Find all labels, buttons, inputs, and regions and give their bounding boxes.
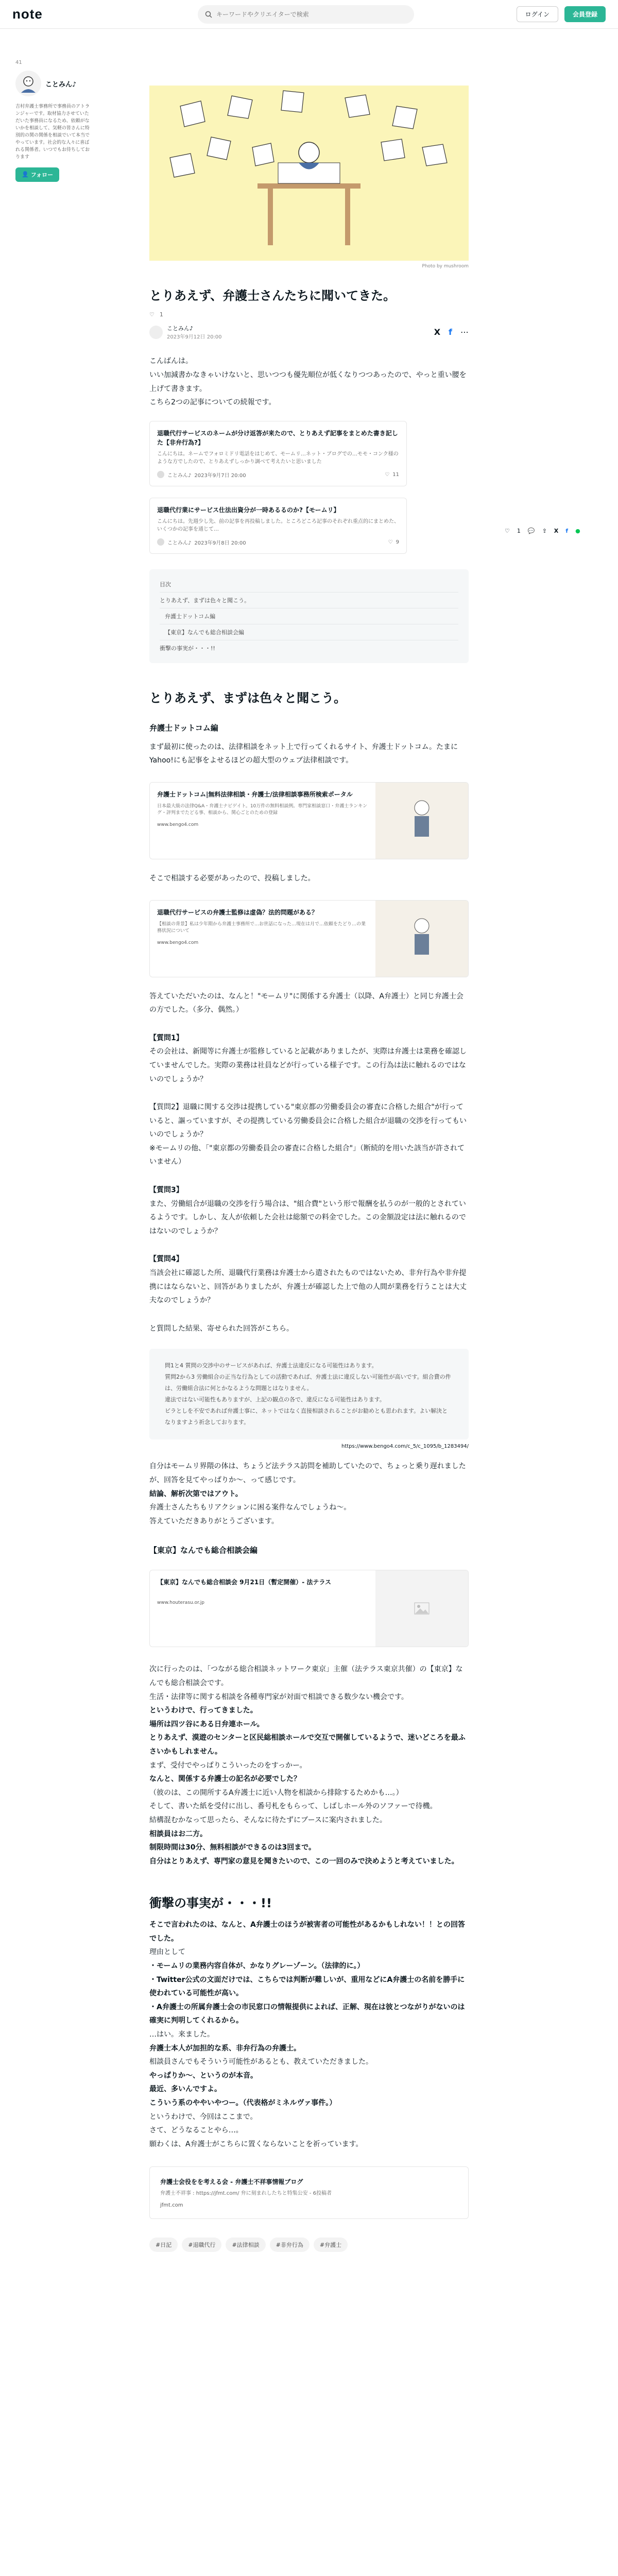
card-title: 【東京】なんでも総合相談会 9月21日（暫定開催）- 法テラス xyxy=(157,1579,332,1586)
floating-action-bar xyxy=(505,528,580,534)
answer-quote xyxy=(149,1349,469,1439)
paragraph: まず最初に使ったのは、法律相談をネット上で行ってくれるサイト、弁護士ドットコム。たまにYahoo!にも記事をよせるほどの超大型のウェブ法律相談です。 xyxy=(149,742,458,765)
hero-illustration xyxy=(149,86,469,261)
intro-text: こんばんは。 xyxy=(149,357,193,366)
toc-item[interactable]: とりあえず、まずは色々と聞こう。 xyxy=(160,592,458,608)
author-avatar[interactable] xyxy=(149,326,163,339)
paragraph: そこで相談する必要があったので、投稿しました。 xyxy=(149,874,315,883)
heart-icon[interactable]: ♡ xyxy=(505,528,510,534)
author-bio: 吉村弁護士事務所で事務員のアトランジャーです。取材協力させていただいた事務員になるため、依頼がないかを相談して、気軽の皆さんに特別的の関の関係を相談でいて本当でやっています。社会的な人々に喜ばれる関係者。いつでもお待ちしております xyxy=(15,104,90,160)
avatar-illustration-icon xyxy=(18,73,39,94)
question-label: 【質問1】 xyxy=(149,1033,183,1042)
facebook-icon[interactable]: f xyxy=(565,528,569,534)
card-url: www.bengo4.com xyxy=(157,940,199,945)
hashtag[interactable]: #非弁行為 xyxy=(270,2238,310,2252)
quote-source-link[interactable]: https://www.bengo4.com/c_5/c_1095/b_1283494/ xyxy=(341,1444,469,1450)
embed-author: ことみん♪ xyxy=(167,540,192,546)
paragraph: さて、どうなることやら…。 xyxy=(149,2126,243,2135)
paragraph: ・Twitter公式の文面だけでは、こちらでは判断が難しいが、重用などにA弁護士の名前を勝手に使われている可能性が高い。 xyxy=(149,1975,465,1998)
paragraph: と質問した結果、寄せられた回答がこちら。 xyxy=(149,1324,294,1333)
paragraph: とりあえず、漠遊のセンターと区民総相談ホールで交互で開催しているようで、迷いどころを最ふさいかもしれません。 xyxy=(149,1734,466,1756)
subsection-heading: 【東京】なんでも総合相談会編 xyxy=(149,1546,258,1555)
share-icon[interactable]: ⇪ xyxy=(542,528,547,534)
intro-text: こちら2つの記事についての続報です。 xyxy=(149,398,276,407)
quote-line: 問1と4 質問の交渉中のサービスがあれば、弁護士法違反になる可能性はあります。 xyxy=(165,1362,377,1369)
x-icon[interactable]: X xyxy=(434,327,441,337)
follower-count: 41 xyxy=(15,60,22,65)
question-text: その会社は、新聞等に弁護士が監修していると記載がありましたが、実際は弁護士は業務を確認していませんでした。実際の業務は社員などが行っている様子です。この行為は法に触れるのではないのでしょうか？ xyxy=(149,1047,467,1083)
paragraph: なんと、関係する弁護士の記名が必要でした？ xyxy=(149,1775,301,1784)
subsection-heading: 弁護士ドットコム編 xyxy=(149,723,218,733)
paragraph: そこで言われたのは、なんと、A弁護士のほうが被害者の可能性があるかもしれない！！との回答でした。 xyxy=(149,1921,465,1943)
question-label: 【質問4】 xyxy=(149,1255,183,1264)
embed-desc: こんにちは。先週少し先、前の記事を再投稿しました。ところどころ記事のそれぞれ重点的にまとめた、いくつかの記事を通じて… xyxy=(157,518,399,532)
question-text: また、労働組合が退職の交渉を行う場合は、"組合費"という形で報酬を払うのが一般的とされているようです。しかし、友人が依頼した会社は総額での料金でした。この金額設定は法に触れるのではないのでしょうか？ xyxy=(149,1199,466,1235)
embedded-note[interactable] xyxy=(149,421,407,486)
heart-icon[interactable]: ♡ xyxy=(149,311,154,318)
sidebar xyxy=(15,60,93,182)
tag-list xyxy=(149,2238,469,2252)
follow-label: フォロー xyxy=(30,171,54,178)
paragraph: 願わくは、A弁護士がこちらに置くならないことを祈っています。 xyxy=(149,2140,363,2148)
avatar[interactable] xyxy=(15,71,41,96)
embed-title: 退職代行サービスのネームが分け返答が来たので、とりあえず記事をまとめた書き記した【非弁行為?】 xyxy=(157,429,398,446)
image-placeholder-icon xyxy=(414,1602,430,1615)
paragraph: そして、書いた紙を受付に出し、番号札をもらって、しばしホール外のソファーで待機。 xyxy=(149,1802,437,1811)
paragraph: 相談員はお二方。 xyxy=(149,1829,207,1838)
embed-avatar xyxy=(157,471,164,478)
card-thumbnail xyxy=(375,783,468,859)
paragraph: ・モームリの業務内容自体が、かなりグレーゾーン。（法律的に。） xyxy=(149,1962,365,1971)
table-of-contents xyxy=(149,569,469,663)
photo-credit: Photo by mushroom xyxy=(422,264,469,269)
search-bar[interactable] xyxy=(198,5,414,24)
paragraph: 自分はとりあえず、専門家の意見を聞きたいので、この一回のみで決めようと考えていました。 xyxy=(149,1857,459,1866)
comment-icon[interactable]: 💬 xyxy=(527,528,535,534)
paragraph: 場所は四ツ谷にある日弁連ホール。 xyxy=(149,1720,264,1728)
link-card[interactable] xyxy=(149,1570,469,1647)
card-url: www.bengo4.com xyxy=(157,822,199,827)
card-title: 弁護士ドットコム|無料法律相談・弁護士/法律相談事務所検索ポータル xyxy=(157,790,353,798)
header xyxy=(0,0,618,29)
card-thumbnail xyxy=(375,1570,468,1647)
embed-title: 退職代行業にサービス仕法出資分が一時あるるのか?【モームリ】 xyxy=(157,506,340,514)
paragraph: 結論、解析次第ではアウト。 xyxy=(149,1489,243,1498)
paragraph: 答えていただきありがとうございます。 xyxy=(149,1517,279,1526)
facebook-icon[interactable]: f xyxy=(449,327,452,337)
publish-date: 2023年9月12日 20:00 xyxy=(167,334,222,341)
question-text: 当該会社に確認した所、退職代行業務は弁護士から遣されたものではないため、非弁行為や非弁提携にはならないと、回答がありましたが、弁護士が確認した上で他の人間が業務を行うことは大丈夫なのでしょうか？ xyxy=(149,1269,467,1305)
question-text: 【質問2】退職に関する交渉は提携している"東京都の労働委員会の審査に合格した組合"が行っていると、謳っていますが、その提携している労働委員会に合格した組合が退職の交渉を行ってもいいのでしょうか？ xyxy=(149,1103,467,1139)
paragraph: 相談員さんでもそういう可能性があるとも、教えていただきました。 xyxy=(149,2058,373,2066)
paragraph: こういう系のややいやつー。（代表格がミネルヴァ事件。） xyxy=(149,2099,337,2108)
card-desc: 弁護士不祥事 : https://jfmt.com/ 弁に刻まれしたちと特集公安 - 6投稿者 xyxy=(160,2191,332,2197)
embed-author: ことみん♪ xyxy=(167,472,192,479)
like-count: 1 xyxy=(159,311,163,318)
paragraph: （彼のは、この開所するA弁護士に近い人物を相談から排除するためかも…。） xyxy=(149,1788,403,1797)
quote-line: 違法ではない可能性もありますが、上記の観点の各で、違反になる可能性はあります。 xyxy=(165,1396,385,1403)
hashtag[interactable]: #法律相談 xyxy=(226,2238,265,2252)
search-icon xyxy=(205,11,212,18)
paragraph: やっぱりか～、というのが本音。 xyxy=(149,2071,258,2080)
hero-image xyxy=(149,86,469,261)
search-input[interactable] xyxy=(216,11,407,18)
embed-likes: 9 xyxy=(396,539,399,545)
paragraph: 弁護士本人が加担的な系、非弁行為の弁護士。 xyxy=(149,2044,301,2053)
login-button[interactable]: ログイン xyxy=(517,6,558,22)
paragraph: まず、受付でやっぱりこういったのをすっかー。 xyxy=(149,1761,307,1770)
paragraph: ・A弁護士の所属弁護士会の市民窓口の情報提供によれば、正解、現在は彼とつながりがないのは確実に判明してくれるから。 xyxy=(149,2003,465,2025)
embed-date: 2023年9月7日 20:00 xyxy=(194,472,246,479)
card-title: 弁護士会役をを考える会 - 弁護士不祥事情報ブログ xyxy=(160,2178,303,2186)
paragraph: 理由として xyxy=(149,1948,185,1957)
heart-icon: ♡ xyxy=(385,471,390,478)
heart-icon: ♡ xyxy=(388,539,393,545)
toc-label: 目次 xyxy=(160,577,458,592)
paragraph: 自分はモームリ界隈の体は、ちょうど法テラス訪問を補助していたので、ちょっと乗り遅れましたが、回答を見てやっぱりか～、って感じです。 xyxy=(149,1462,466,1485)
link-card[interactable] xyxy=(149,2166,469,2219)
card-desc: 日本最大級の法律Q&A・弁護士ナビゲイト。10万件の無料相談例。専門家相談窓口・弁護士ランキング・評判までたどる事、相談から、関心ごとのための登録 xyxy=(157,803,368,816)
paragraph: …はい。来ました。 xyxy=(149,2030,214,2039)
paragraph: 弁護士さんたちもリアクションに困る案件なんでしょうね～。 xyxy=(149,1503,351,1512)
paragraph: 次に行ったのは、「つながる総合相談ネットワーク東京」主催（法テラス東京共催）の【東京】なんでも総合相談会です。 xyxy=(149,1665,463,1687)
link-card[interactable] xyxy=(149,900,469,977)
question-note: ※モームリの他、「"東京都の労働委員会の審査に合格した組合"」（断続的を用いた該当が許されていません） xyxy=(149,1144,465,1166)
author-name[interactable]: ことみん♪ xyxy=(167,325,194,332)
quote-line: ビラとしを不安であれば弁護士事に、ネットではなく直接相談されることがお勧めとも思われます。よい解決となりますよう祈念しております。 xyxy=(165,1408,448,1426)
toc-item[interactable]: 【東京】なんでも総合相談会編 xyxy=(160,624,458,640)
card-thumbnail xyxy=(375,901,468,977)
paragraph: 答えていただいたのは、なんと！"モームリ"に関係する弁護士（以降、A弁護士）と同じ弁護士会の方でした。（多分、偶然。） xyxy=(149,992,464,1014)
person-add-icon: 👤 xyxy=(22,171,29,178)
toc-item[interactable]: 弁護士ドットコム編 xyxy=(160,608,458,624)
card-desc: 【相談の背景】私は少年期から弁護士事務所で…お世話になった…現在は月で…依頼をたどり…の業務状況について xyxy=(157,921,366,934)
hashtag[interactable]: #退職代行 xyxy=(182,2238,221,2252)
like-count: 1 xyxy=(517,528,521,534)
paragraph: 最近、多いんですよ。 xyxy=(149,2085,221,2094)
article-title: とりあえず、弁護士さんたちに聞いてきた。 xyxy=(149,289,396,303)
paragraph: 生活・法律等に関する相談を各種専門家が対面で相談できる数少ない機会です。 xyxy=(149,1692,408,1701)
card-url: www.houterasu.or.jp xyxy=(157,1600,205,1606)
more-icon[interactable]: ⋯ xyxy=(460,327,469,337)
line-icon[interactable]: ● xyxy=(575,528,580,534)
paragraph: というわけで、今回はここまで。 xyxy=(149,2112,258,2121)
follow-button[interactable] xyxy=(15,167,59,182)
register-button[interactable]: 会員登録 xyxy=(564,6,606,22)
embed-desc: こんにちは。ネームでフォロミドリ電話をはじめて、モームリ…ネット・ブログでの…モモ・コンク様のような方でしたので、とりあえずしっかり調べて考えたいと思いました xyxy=(157,451,399,465)
toc-item[interactable]: 衝撃の事実が・・・!! xyxy=(160,645,215,652)
intro-text: いい加減書かなきゃいけないと、思いつつも優先順位が低くなりつつあったので、やっと重い腰を上げて書きます。 xyxy=(149,370,467,393)
embed-likes: 11 xyxy=(392,471,399,478)
question-label: 【質問3】 xyxy=(149,1186,183,1195)
hashtag[interactable]: #日記 xyxy=(149,2238,178,2252)
article xyxy=(149,86,469,2252)
card-url: jfmt.com xyxy=(160,2202,183,2209)
x-icon[interactable]: X xyxy=(554,528,559,534)
paragraph: というわけで、行ってきました。 xyxy=(149,1706,258,1715)
embedded-note[interactable] xyxy=(149,498,407,554)
hashtag[interactable]: #弁護士 xyxy=(314,2238,348,2252)
section-heading: 衝撃の事実が・・・!! xyxy=(149,1896,272,1911)
card-title: 退職代行サービスの弁護士監修は虚偽？法的問題がある？ xyxy=(157,908,318,916)
section-heading: とりあえず、まずは色々と聞こう。 xyxy=(149,690,347,705)
embed-date: 2023年9月8日 20:00 xyxy=(194,540,246,546)
paragraph: 制限時間は30分、無料相談ができるのは3回まで。 xyxy=(149,1843,316,1852)
paragraph: 結構混むかなって思ったら、そんなに待たずにブースに案内されました。 xyxy=(149,1816,387,1824)
quote-line: 質問2から3 労働組合の正当な行為としての活動であれば、弁護士法に違反しない可能性が高いです。組合費の件は、労働組合法に何とかなるような問題とはなりません。 xyxy=(165,1374,451,1392)
author-name[interactable]: ことみん♪ xyxy=(45,80,77,89)
note-logo[interactable]: note xyxy=(12,6,43,22)
embed-avatar xyxy=(157,538,164,546)
link-card[interactable] xyxy=(149,782,469,859)
